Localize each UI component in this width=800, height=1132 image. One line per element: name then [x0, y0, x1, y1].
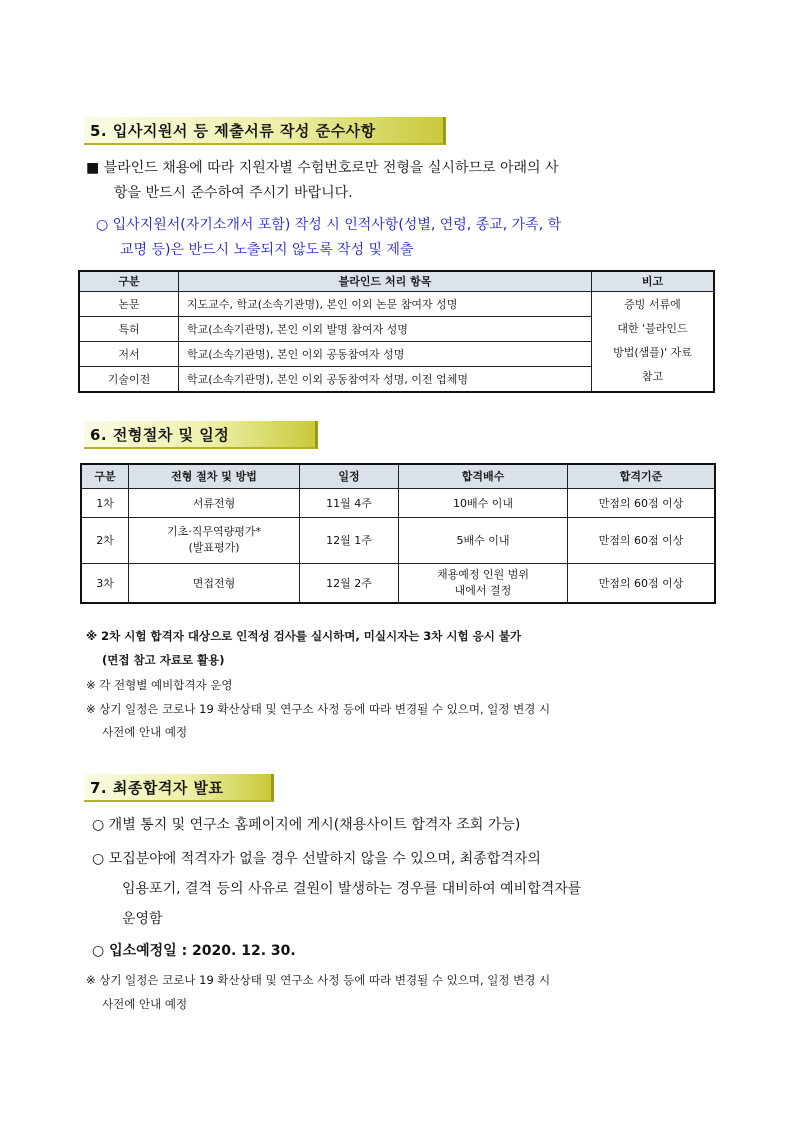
date-cell: 11월 4주 — [300, 488, 399, 517]
method-line-1: 기초·직무역량평가* — [166, 525, 261, 538]
table-header: 구분 — [81, 464, 129, 488]
schedule-table — [80, 463, 716, 604]
multiple-cell: 5배수 이내 — [399, 517, 568, 563]
section-6-note-1-line-2: (면접 참고 자료로 활용) — [102, 653, 225, 667]
item-cell: 학교(소속기관명), 본인 이외 공동참여자 성명, 이전 업체명 — [179, 366, 592, 392]
note-cell — [592, 291, 715, 392]
criteria-cell: 만점의 60점 이상 — [568, 517, 716, 563]
section-7-title: 7. 최종합격자 발표 — [84, 774, 274, 802]
table-header: 블라인드 처리 항목 — [179, 271, 592, 291]
category-cell: 논문 — [79, 291, 179, 316]
table-header: 합격배수 — [399, 464, 568, 488]
method-cell: 면접전형 — [129, 563, 300, 603]
section-6-title: 6. 전형절차 및 일정 — [84, 421, 318, 449]
note-line: 방법(샘플)' 자료 — [613, 346, 692, 360]
item-cell: 학교(소속기관명), 본인 이외 공동참여자 성명 — [179, 341, 592, 366]
table-header: 일정 — [300, 464, 399, 488]
section-6-note-3-line-1: ※ 상기 일정은 코로나 19 확산상태 및 연구소 사정 등에 따라 변경될 수 있으며, 일정 변경 시 — [86, 702, 551, 716]
multiple-line-2: 내에서 결정 — [454, 583, 512, 597]
item-cell: 학교(소속기관명), 본인 이외 발명 참여자 성명 — [179, 316, 592, 341]
method-cell: 서류전형 — [129, 488, 300, 517]
table-row — [81, 488, 715, 517]
section-6-note-3-line-2: 사전에 안내 예정 — [102, 725, 188, 739]
note-line: 증빙 서류에 — [624, 298, 681, 312]
date-cell: 12월 2주 — [300, 563, 399, 603]
table-header: 비고 — [592, 271, 715, 291]
table-row — [81, 563, 715, 603]
section-7-item-2-line-1: ○ 모집분야에 적격자가 없을 경우 선발하지 않을 수 있으며, 최종합격자의 — [92, 851, 541, 867]
section-7-note-line-1: ※ 상기 일정은 코로나 19 확산상태 및 연구소 사정 등에 따라 변경될 수 있으며, 일정 변경 시 — [86, 973, 551, 987]
section-7-item-2-line-3: 운영함 — [122, 911, 163, 927]
category-cell: 특허 — [79, 316, 179, 341]
section-7-item-2-line-2: 임용포기, 결격 등의 사유로 결원이 발생하는 경우를 대비하여 예비합격자를 — [122, 881, 582, 897]
table-header: 전형 절차 및 방법 — [129, 464, 300, 488]
multiple-cell: 10배수 이내 — [399, 488, 568, 517]
criteria-cell: 만점의 60점 이상 — [568, 563, 716, 603]
section-5-title: 5. 입사지원서 등 제출서류 작성 준수사항 — [84, 117, 446, 145]
multiple-line-1: 채용예정 인원 범위 — [436, 567, 529, 581]
method-cell — [129, 517, 300, 563]
multiple-cell — [399, 563, 568, 603]
criteria-cell: 만점의 60점 이상 — [568, 488, 716, 517]
section-5-bullet-line-2: 항을 반드시 준수하여 주시기 바랍니다. — [114, 185, 353, 201]
table-row — [81, 517, 715, 563]
section-7-item-1: ○ 개별 통지 및 연구소 홈페이지에 게시(채용사이트 합격자 조회 가능) — [92, 817, 521, 833]
stage-cell: 2차 — [81, 517, 129, 563]
section-7-item-3: ○ 입소예정일 : 2020. 12. 30. — [92, 943, 296, 959]
stage-cell: 1차 — [81, 488, 129, 517]
stage-cell: 3차 — [81, 563, 129, 603]
method-line-2: (발표평가) — [188, 541, 240, 554]
section-5-bullet-line-1: ■ 블라인드 채용에 따라 지원자별 수험번호로만 전형을 실시하므로 아래의 사 — [86, 160, 559, 176]
note-line: 참고 — [641, 370, 664, 384]
table-header: 구분 — [79, 271, 179, 291]
table-header: 합격기준 — [568, 464, 716, 488]
section-5-circle-line-1: ○ 입사지원서(자기소개서 포함) 작성 시 인적사항(성별, 연령, 종교, 가족, 학 — [96, 217, 562, 233]
category-cell: 저서 — [79, 341, 179, 366]
blind-items-table — [78, 270, 715, 393]
note-line: 대한 '블라인드 — [617, 322, 688, 336]
section-7-note-line-2: 사전에 안내 예정 — [102, 997, 188, 1011]
section-6-note-2: ※ 각 전형별 예비합격자 운영 — [86, 678, 233, 692]
section-6-note-1-line-1: ※ 2차 시험 합격자 대상으로 인적성 검사를 실시하며, 미실시자는 3차 시험 응시 불가 — [86, 629, 522, 643]
category-cell: 기술이전 — [79, 366, 179, 392]
item-cell: 지도교수, 학교(소속기관명), 본인 이외 논문 참여자 성명 — [179, 291, 592, 316]
section-5-circle-line-2: 교명 등)은 반드시 노출되지 않도록 작성 및 제출 — [120, 242, 414, 258]
date-cell: 12월 1주 — [300, 517, 399, 563]
table-row — [79, 291, 714, 316]
